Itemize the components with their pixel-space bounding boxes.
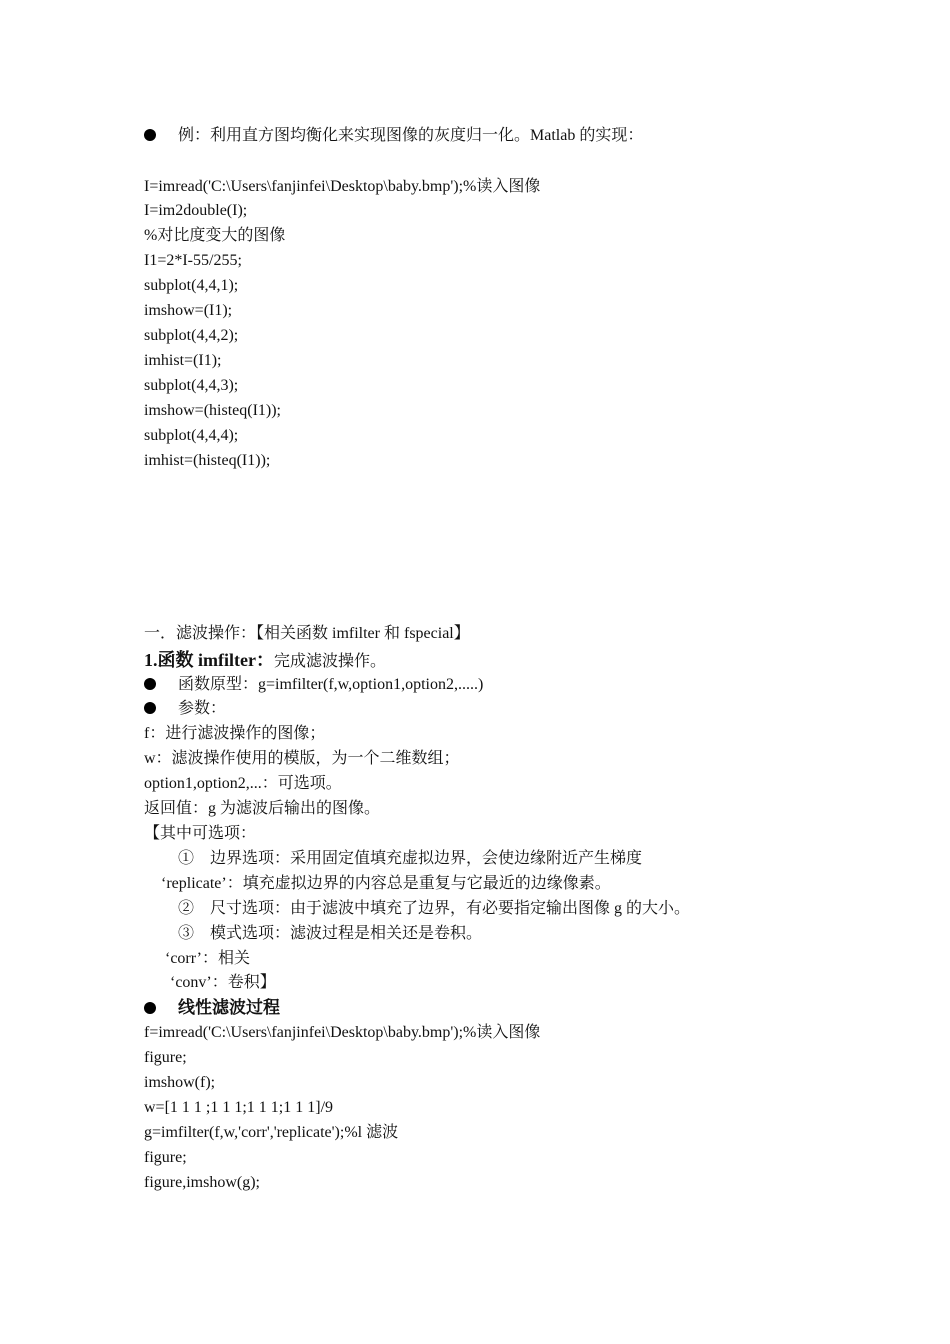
code-line: I=imread('C:\Users\fanjinfei\Desktop\baby.bmp');%读入图像 xyxy=(144,178,541,195)
code-line: I=im2double(I); xyxy=(144,202,248,219)
function-title-bold: 1.函数 imfilter： xyxy=(144,650,274,670)
section-heading: 一．滤波操作：【相关函数 imfilter 和 fspecial】 xyxy=(144,625,470,642)
subsection-heading: 线性滤波过程 xyxy=(178,998,280,1018)
params-label: 参数： xyxy=(178,700,227,717)
param-line: f：进行滤波操作的图像； xyxy=(144,725,326,742)
code-line: subplot(4,4,1); xyxy=(144,277,239,294)
option-detail: ‘conv’：卷积】 xyxy=(170,974,276,991)
function-title-desc: 完成滤波操作。 xyxy=(273,653,386,670)
options-intro: 【其中可选项： xyxy=(144,825,257,842)
example-intro: 例：利用直方图均衡化来实现图像的灰度归一化。Matlab 的实现： xyxy=(178,127,644,144)
param-line: option1,option2,...：可选项。 xyxy=(144,775,342,792)
bullet-icon xyxy=(144,129,156,141)
param-line: w：滤波操作使用的模版，为一个二维数组； xyxy=(144,750,460,767)
code-line: g=imfilter(f,w,'corr','replicate');%l 滤波 xyxy=(144,1124,399,1141)
code-line: imshow=(I1); xyxy=(144,302,233,319)
code-line: %对比度变大的图像 xyxy=(144,227,286,244)
code-line: imhist=(histeq(I1)); xyxy=(144,452,271,469)
function-prototype: 函数原型：g=imfilter(f,w,option1,option2,.....) xyxy=(178,676,484,693)
option-item: ③ 模式选项：滤波过程是相关还是卷积。 xyxy=(178,925,483,942)
bullet-icon xyxy=(144,678,156,690)
option-item: ① 边界选项：采用固定值填充虚拟边界，会使边缘附近产生梯度 xyxy=(178,850,643,867)
bullet-icon xyxy=(144,702,156,714)
option-detail: ‘corr’：相关 xyxy=(165,950,251,967)
code-line: figure,imshow(g); xyxy=(144,1174,260,1191)
code-line: subplot(4,4,2); xyxy=(144,327,239,344)
bullet-icon xyxy=(144,1002,156,1014)
return-value-line: 返回值：g 为滤波后输出的图像。 xyxy=(144,800,381,817)
code-line: I1=2*I-55/255; xyxy=(144,252,242,269)
function-title xyxy=(144,650,386,672)
code-line: figure; xyxy=(144,1149,187,1166)
option-detail: ‘replicate’：填充虚拟边界的内容总是重复与它最近的边缘像素。 xyxy=(161,875,611,892)
code-line: subplot(4,4,3); xyxy=(144,377,239,394)
code-line: imshow=(histeq(I1)); xyxy=(144,402,281,419)
option-item: ② 尺寸选项：由于滤波中填充了边界，有必要指定输出图像 g 的大小。 xyxy=(178,900,691,917)
code-line: f=imread('C:\Users\fanjinfei\Desktop\baby.bmp');%读入图像 xyxy=(144,1024,541,1041)
code-line: subplot(4,4,4); xyxy=(144,427,239,444)
code-line: w=[1 1 1 ;1 1 1;1 1 1;1 1 1]/9 xyxy=(144,1099,334,1116)
code-line: imshow(f); xyxy=(144,1074,216,1091)
code-line: imhist=(I1); xyxy=(144,352,222,369)
code-line: figure; xyxy=(144,1049,187,1066)
